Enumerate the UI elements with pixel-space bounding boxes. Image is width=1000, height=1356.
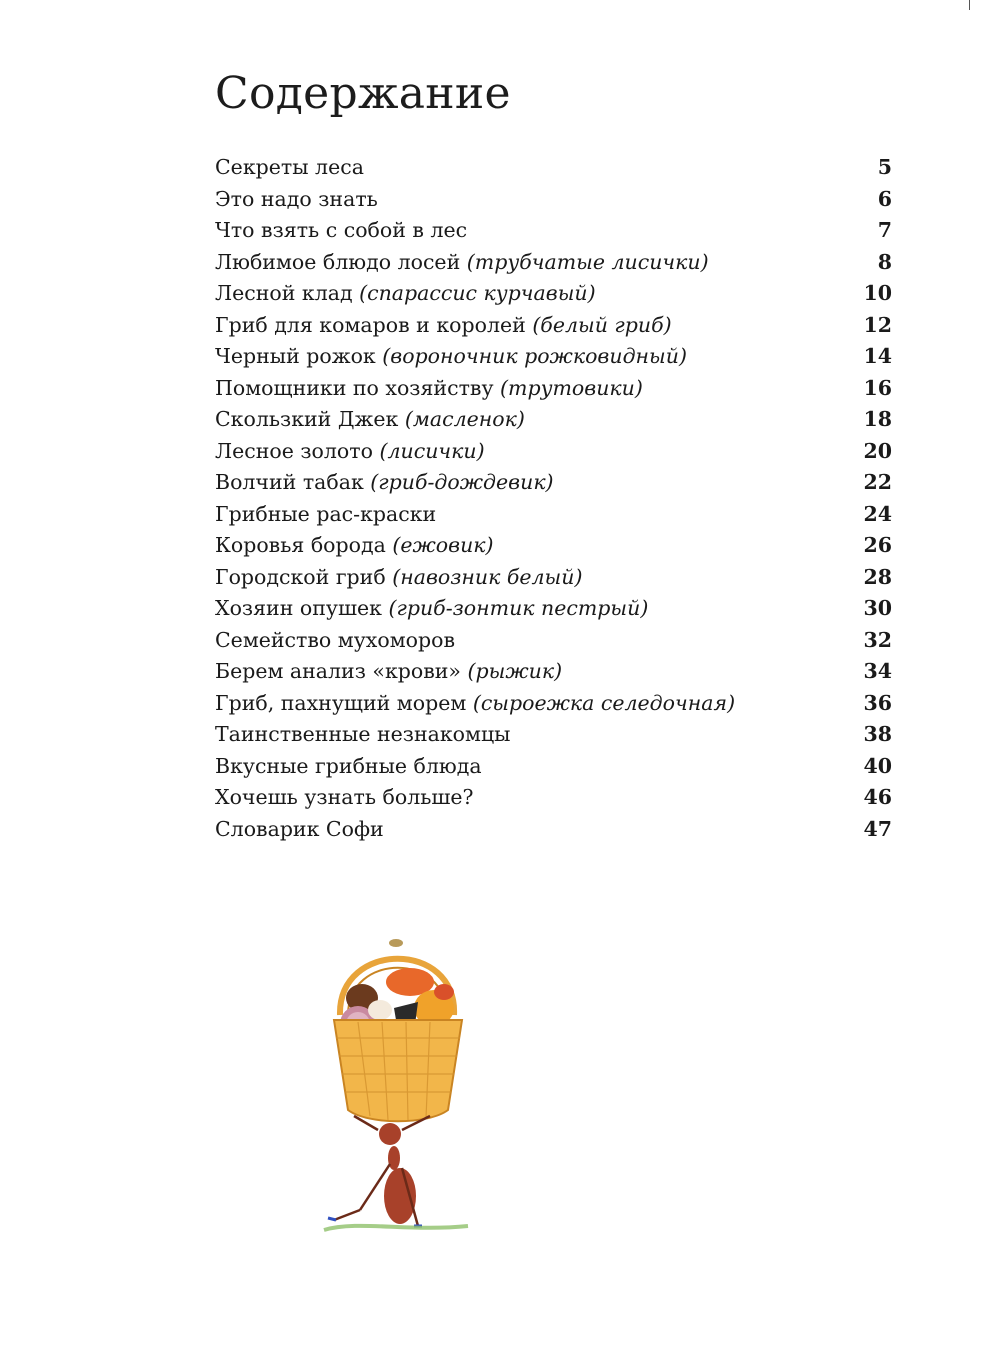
toc-entry-page: 26 [863,533,892,557]
toc-entry-title: Семейство мухоморов [215,627,455,652]
toc-entry-page: 47 [863,816,892,841]
ant-abdomen [384,1168,416,1224]
toc-entry-title: Словарик Софи [215,816,384,841]
toc-entry-title: Лесное золото (лисички) [215,438,485,463]
mushroom-cap-red [434,984,454,1000]
toc-entry-title: Что взять с собой в лес [215,218,468,242]
toc-entry[interactable] [215,215,895,247]
toc-entry[interactable] [215,625,895,657]
toc-entry[interactable] [215,467,895,499]
toc-entry-page: 10 [863,281,892,305]
toc-entry-note: (белый гриб) [532,312,672,337]
toc-entry-page: 36 [863,690,892,715]
toc-entry-note: (гриб-дождевик) [370,470,554,494]
toc-entry-title: Это надо знать [215,186,378,211]
toc-entry-note: (спарассис курчавый) [359,281,596,305]
toc-entry-page: 32 [863,627,892,652]
toc-entry-page: 14 [863,344,892,368]
toc-entry[interactable] [215,688,895,720]
toc-entry[interactable] [215,751,895,783]
corner-crop-mark [969,0,970,10]
ant-foot-blue [328,1218,336,1220]
toc-entry-note: (трутовики) [500,375,643,400]
toc-entry-note: (масленок) [404,407,525,431]
toc-entry-title: Любимое блюдо лосей (трубчатые лисички) [215,249,709,274]
toc-entry[interactable] [215,530,895,562]
toc-entry-title: Помощники по хозяйству (трутовики) [215,375,643,400]
toc-entry-page: 18 [863,407,892,431]
toc-entry-title: Берем анализ «крови» (рыжик) [215,659,563,683]
toc-entry-title: Хочешь узнать больше? [215,785,474,809]
toc-entry-title: Хозяин опушек (гриб-зонтик пестрый) [215,596,649,620]
toc-entry-title: Вкусные грибные блюда [215,753,482,778]
toc-entry-page: 6 [877,186,892,211]
toc-entry-title: Черный рожок (вороночник рожковидный) [215,344,687,368]
beetle-on-handle [389,939,403,947]
toc-entry-title: Секреты леса [215,155,364,179]
toc-entry[interactable] [215,404,895,436]
toc-entry-title: Волчий табак (гриб-дождевик) [215,470,554,494]
toc-entry[interactable] [215,247,895,279]
ground-grass [324,1226,468,1230]
toc-entry[interactable] [215,782,895,814]
ant-carrying-mushroom-basket-icon [318,920,478,1240]
toc-entry-page: 34 [863,659,892,683]
toc-entry-title: Городской гриб (навозник белый) [215,564,583,589]
toc-entry-note: (навозник белый) [392,564,583,589]
toc-entry-title: Грибные рас-краски [215,501,437,526]
toc-entry-note: (трубчатые лисички) [466,249,709,274]
toc-entry-page: 24 [863,501,892,526]
toc-entry-page: 30 [863,596,892,620]
basket-body [334,1020,462,1121]
toc-entry[interactable] [215,310,895,342]
toc-entry-note: (ежовик) [392,533,494,557]
toc-entry-page: 40 [863,753,892,778]
toc-entry-page: 7 [877,218,892,242]
toc-entry[interactable] [215,656,895,688]
toc-entry-page: 22 [863,470,892,494]
toc-entry[interactable] [215,341,895,373]
toc-entry[interactable] [215,593,895,625]
toc-entry-page: 12 [863,312,892,337]
toc-entry-page: 20 [863,438,892,463]
toc-entry-note: (вороночник рожковидный) [382,344,687,368]
toc-entry[interactable] [215,184,895,216]
ant-head [379,1123,401,1145]
table-of-contents [215,152,895,845]
toc-entry-note: (сыроежка селедочная) [472,690,736,715]
toc-entry[interactable] [215,152,895,184]
toc-entry-title: Скользкий Джек (масленок) [215,407,525,431]
toc-entry-title: Коровья борода (ежовик) [215,533,494,557]
toc-entry[interactable] [215,278,895,310]
toc-entry-title: Лесной клад (спарассис курчавый) [215,281,596,305]
toc-entry-page: 8 [877,249,892,274]
toc-entry[interactable] [215,814,895,846]
toc-entry-page: 28 [863,564,892,589]
toc-entry-title: Гриб, пахнущий морем (сыроежка селедочная) [215,690,736,715]
toc-entry-note: (рыжик) [467,659,563,683]
toc-entry-page: 16 [863,375,892,400]
toc-entry-title: Таинственные незнакомцы [215,722,511,746]
toc-entry[interactable] [215,562,895,594]
toc-entry-note: (лисички) [379,438,485,463]
toc-entry-note: (гриб-зонтик пестрый) [388,596,649,620]
toc-entry[interactable] [215,436,895,468]
mushroom-white [368,1000,392,1020]
toc-entry[interactable] [215,719,895,751]
toc-entry-page: 5 [877,155,892,179]
page-title: Содержание [215,68,511,119]
toc-entry-title: Гриб для комаров и королей (белый гриб) [215,312,672,337]
toc-entry-page: 46 [863,785,892,809]
toc-entry-page: 38 [863,722,892,746]
toc-entry[interactable] [215,499,895,531]
toc-entry[interactable] [215,373,895,405]
